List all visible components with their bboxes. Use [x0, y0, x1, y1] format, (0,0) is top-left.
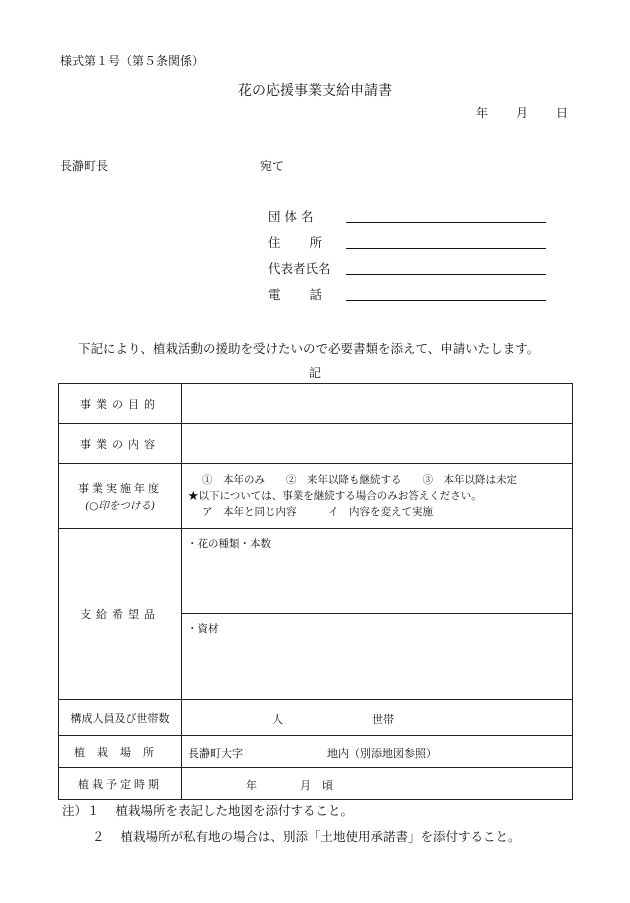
members-household-unit: 世帯	[372, 713, 394, 726]
members-label: 構成人員及び世帯数	[59, 700, 182, 736]
year-note: ★以下については、事業を継続する場合のみお答えください。	[188, 490, 482, 502]
org-name-field[interactable]	[346, 222, 546, 223]
representative-label: 代表者氏名	[268, 261, 331, 276]
note-2-number: ２	[92, 829, 105, 844]
date-day: 日	[556, 106, 569, 120]
location-field[interactable]	[182, 736, 573, 768]
address-field[interactable]	[346, 248, 546, 249]
year-sub-options: ア 本年と同じ内容 イ 内容を変えて実施	[202, 506, 433, 518]
note-prefix: 注）１	[62, 803, 100, 818]
year-hint: (○印をつける)	[85, 499, 155, 512]
phone-field[interactable]	[346, 300, 546, 301]
supply-flowers-row	[59, 529, 573, 614]
members-row	[59, 700, 573, 736]
schedule-field[interactable]	[182, 768, 573, 800]
purpose-field[interactable]	[182, 384, 573, 424]
content-field[interactable]	[182, 424, 573, 464]
purpose-row	[59, 384, 573, 424]
address-label: 住 所	[268, 235, 322, 250]
representative-field[interactable]	[346, 274, 546, 275]
document-title: 花の応援事業支給申請書	[238, 83, 392, 99]
note-1-text: 植栽場所を表記した地図を添付すること。	[115, 803, 354, 818]
members-person-unit: 人	[272, 713, 283, 726]
supply-materials-field[interactable]	[182, 614, 573, 700]
addressee: 長瀞町長	[60, 159, 109, 173]
application-table	[58, 383, 573, 800]
location-label: 植栽場所	[59, 736, 182, 768]
schedule-approx: 頃	[322, 779, 333, 792]
supply-flowers-field[interactable]	[182, 529, 573, 614]
content-row	[59, 424, 573, 464]
org-name-label: 団 体 名	[268, 209, 314, 224]
year-options-cell[interactable]	[182, 464, 573, 529]
application-statement: 下記により、植栽活動の援助を受けたいので必要書類を添えて、申請いたします。	[78, 341, 540, 356]
note-1	[62, 801, 353, 819]
content-label: 事業の内容	[59, 424, 182, 464]
schedule-year-unit: 年	[246, 779, 257, 792]
schedule-label: 植栽予定時期	[59, 768, 182, 800]
location-suffix: 地内（別添地図参照）	[327, 747, 437, 760]
phone-label: 電 話	[268, 287, 322, 302]
supply-materials-label: ・資材	[187, 623, 219, 635]
members-field[interactable]	[182, 700, 573, 736]
note-2	[92, 827, 521, 845]
year-options: ① 本年のみ ② 来年以降も継続する ③ 本年以降は未定	[202, 474, 517, 486]
year-row	[59, 464, 573, 529]
note-2-text: 植栽場所が私有地の場合は、別添「土地使用承諾書」を添付すること。	[120, 829, 521, 844]
supply-flowers-label: ・花の種類・本数	[187, 538, 271, 550]
location-row	[59, 736, 573, 768]
date-year: 年	[476, 106, 489, 120]
ki-marker: 記	[308, 366, 321, 380]
supply-label: 支給希望品	[59, 529, 182, 700]
form-number: 様式第１号（第５条関係）	[60, 54, 205, 68]
location-prefix: 長瀞町大字	[188, 747, 243, 760]
schedule-month-unit: 月	[300, 779, 311, 792]
schedule-row	[59, 768, 573, 800]
purpose-label: 事業の目的	[59, 384, 182, 424]
year-label: 事業実施年度 (○印をつける)	[59, 464, 182, 529]
addressee-suffix: 宛て	[260, 159, 285, 173]
date-month: 月	[516, 106, 529, 120]
